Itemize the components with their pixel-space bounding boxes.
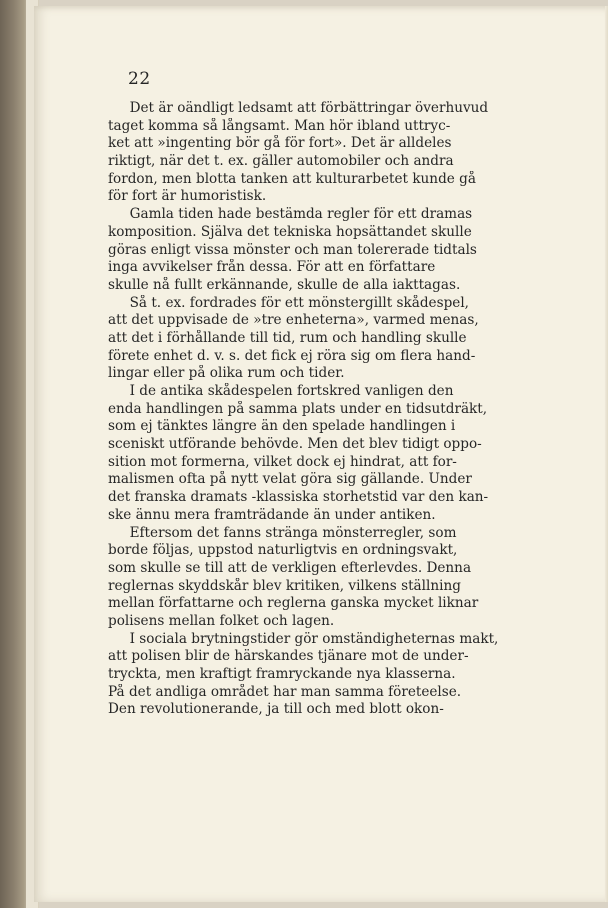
text-line: att det i förhållande till tid, rum och handling skulle — [108, 329, 467, 346]
text-line: I de antika skådespelen fortskred vanligen den — [108, 383, 454, 399]
text-line: På det andliga området har man samma företeelse. — [108, 683, 462, 700]
text-line: polisens mellan folket och lagen. — [108, 612, 335, 629]
text-line: lingar eller på olika rum och tider. — [108, 365, 345, 382]
text-line: som skulle se till att de verkligen efterlevdes. Denna — [108, 559, 472, 576]
text-line: tryckta, men kraftigt framryckande nya klasserna. — [108, 666, 456, 682]
text-line: Så t. ex. fordrades för ett mönstergillt skådespel, — [108, 294, 469, 311]
text-line: I sociala brytningstider gör omständigheternas makt, — [108, 630, 499, 647]
page-number: 22 — [128, 69, 151, 89]
text-line: Det är oändligt ledsamt att förbättringar överhuvud — [108, 100, 489, 116]
text-line: sition mot formerna, vilket dock ej hindrat, att for- — [108, 453, 457, 470]
text-line: Gamla tiden hade bestämda regler för ett dramas — [108, 206, 473, 223]
text-line: malismen ofta på nytt velat göra sig gällande. Under — [108, 471, 472, 488]
text-line: Eftersom det fanns stränga mönsterregler, som — [108, 524, 457, 541]
text-line: ket att »ingenting bör gå för fort». Det är alldeles — [108, 135, 452, 152]
text-line: borde följas, uppstod naturligtvis en ordningsvakt, — [108, 542, 458, 559]
text-line: förete enhet d. v. s. det fick ej röra sig om flera hand- — [108, 347, 476, 364]
text-line: inga avvikelser från dessa. För att en författare — [108, 259, 436, 276]
text-line: göras enligt vissa mönster och man tolererade tidtals — [108, 241, 477, 258]
text-line: riktigt, när det t. ex. gäller automobiler och andra — [108, 153, 454, 170]
text-line: sceniskt utförande behövde. Men det blev tidigt oppo- — [108, 436, 482, 453]
text-line: ske ännu mera framträdande än under antiken. — [108, 506, 436, 523]
text-line: fordon, men blotta tanken att kulturarbetet kunde gå — [108, 170, 476, 187]
body-text — [108, 100, 520, 719]
text-line: taget komma så långsamt. Man hör ibland uttryc- — [108, 117, 451, 134]
text-line: det franska dramats -klassiska storhetstid var den kan- — [108, 489, 489, 506]
text-line: som ej tänktes längre än den spelade handlingen i — [108, 418, 456, 435]
text-line: enda handlingen på samma plats under en tidsutdräkt, — [108, 400, 488, 417]
text-line: att det uppvisade de »tre enheterna», varmed menas, — [108, 312, 479, 329]
text-line: att polisen blir de härskandes tjänare mot de under- — [108, 648, 469, 665]
text-line: komposition. Själva det tekniska hopsättandet skulle — [108, 223, 472, 240]
text-line: för fort är humoristisk. — [108, 188, 267, 205]
text-line: Den revolutionerande, ja till och med blott okon- — [108, 701, 444, 718]
text-line: skulle nå fullt erkännande, skulle de alla iakttagas. — [108, 276, 461, 293]
text-line: mellan författarne och reglerna ganska mycket liknar — [108, 595, 479, 612]
text-line: reglernas skyddskår blev kritiken, vilkens ställning — [108, 577, 461, 594]
